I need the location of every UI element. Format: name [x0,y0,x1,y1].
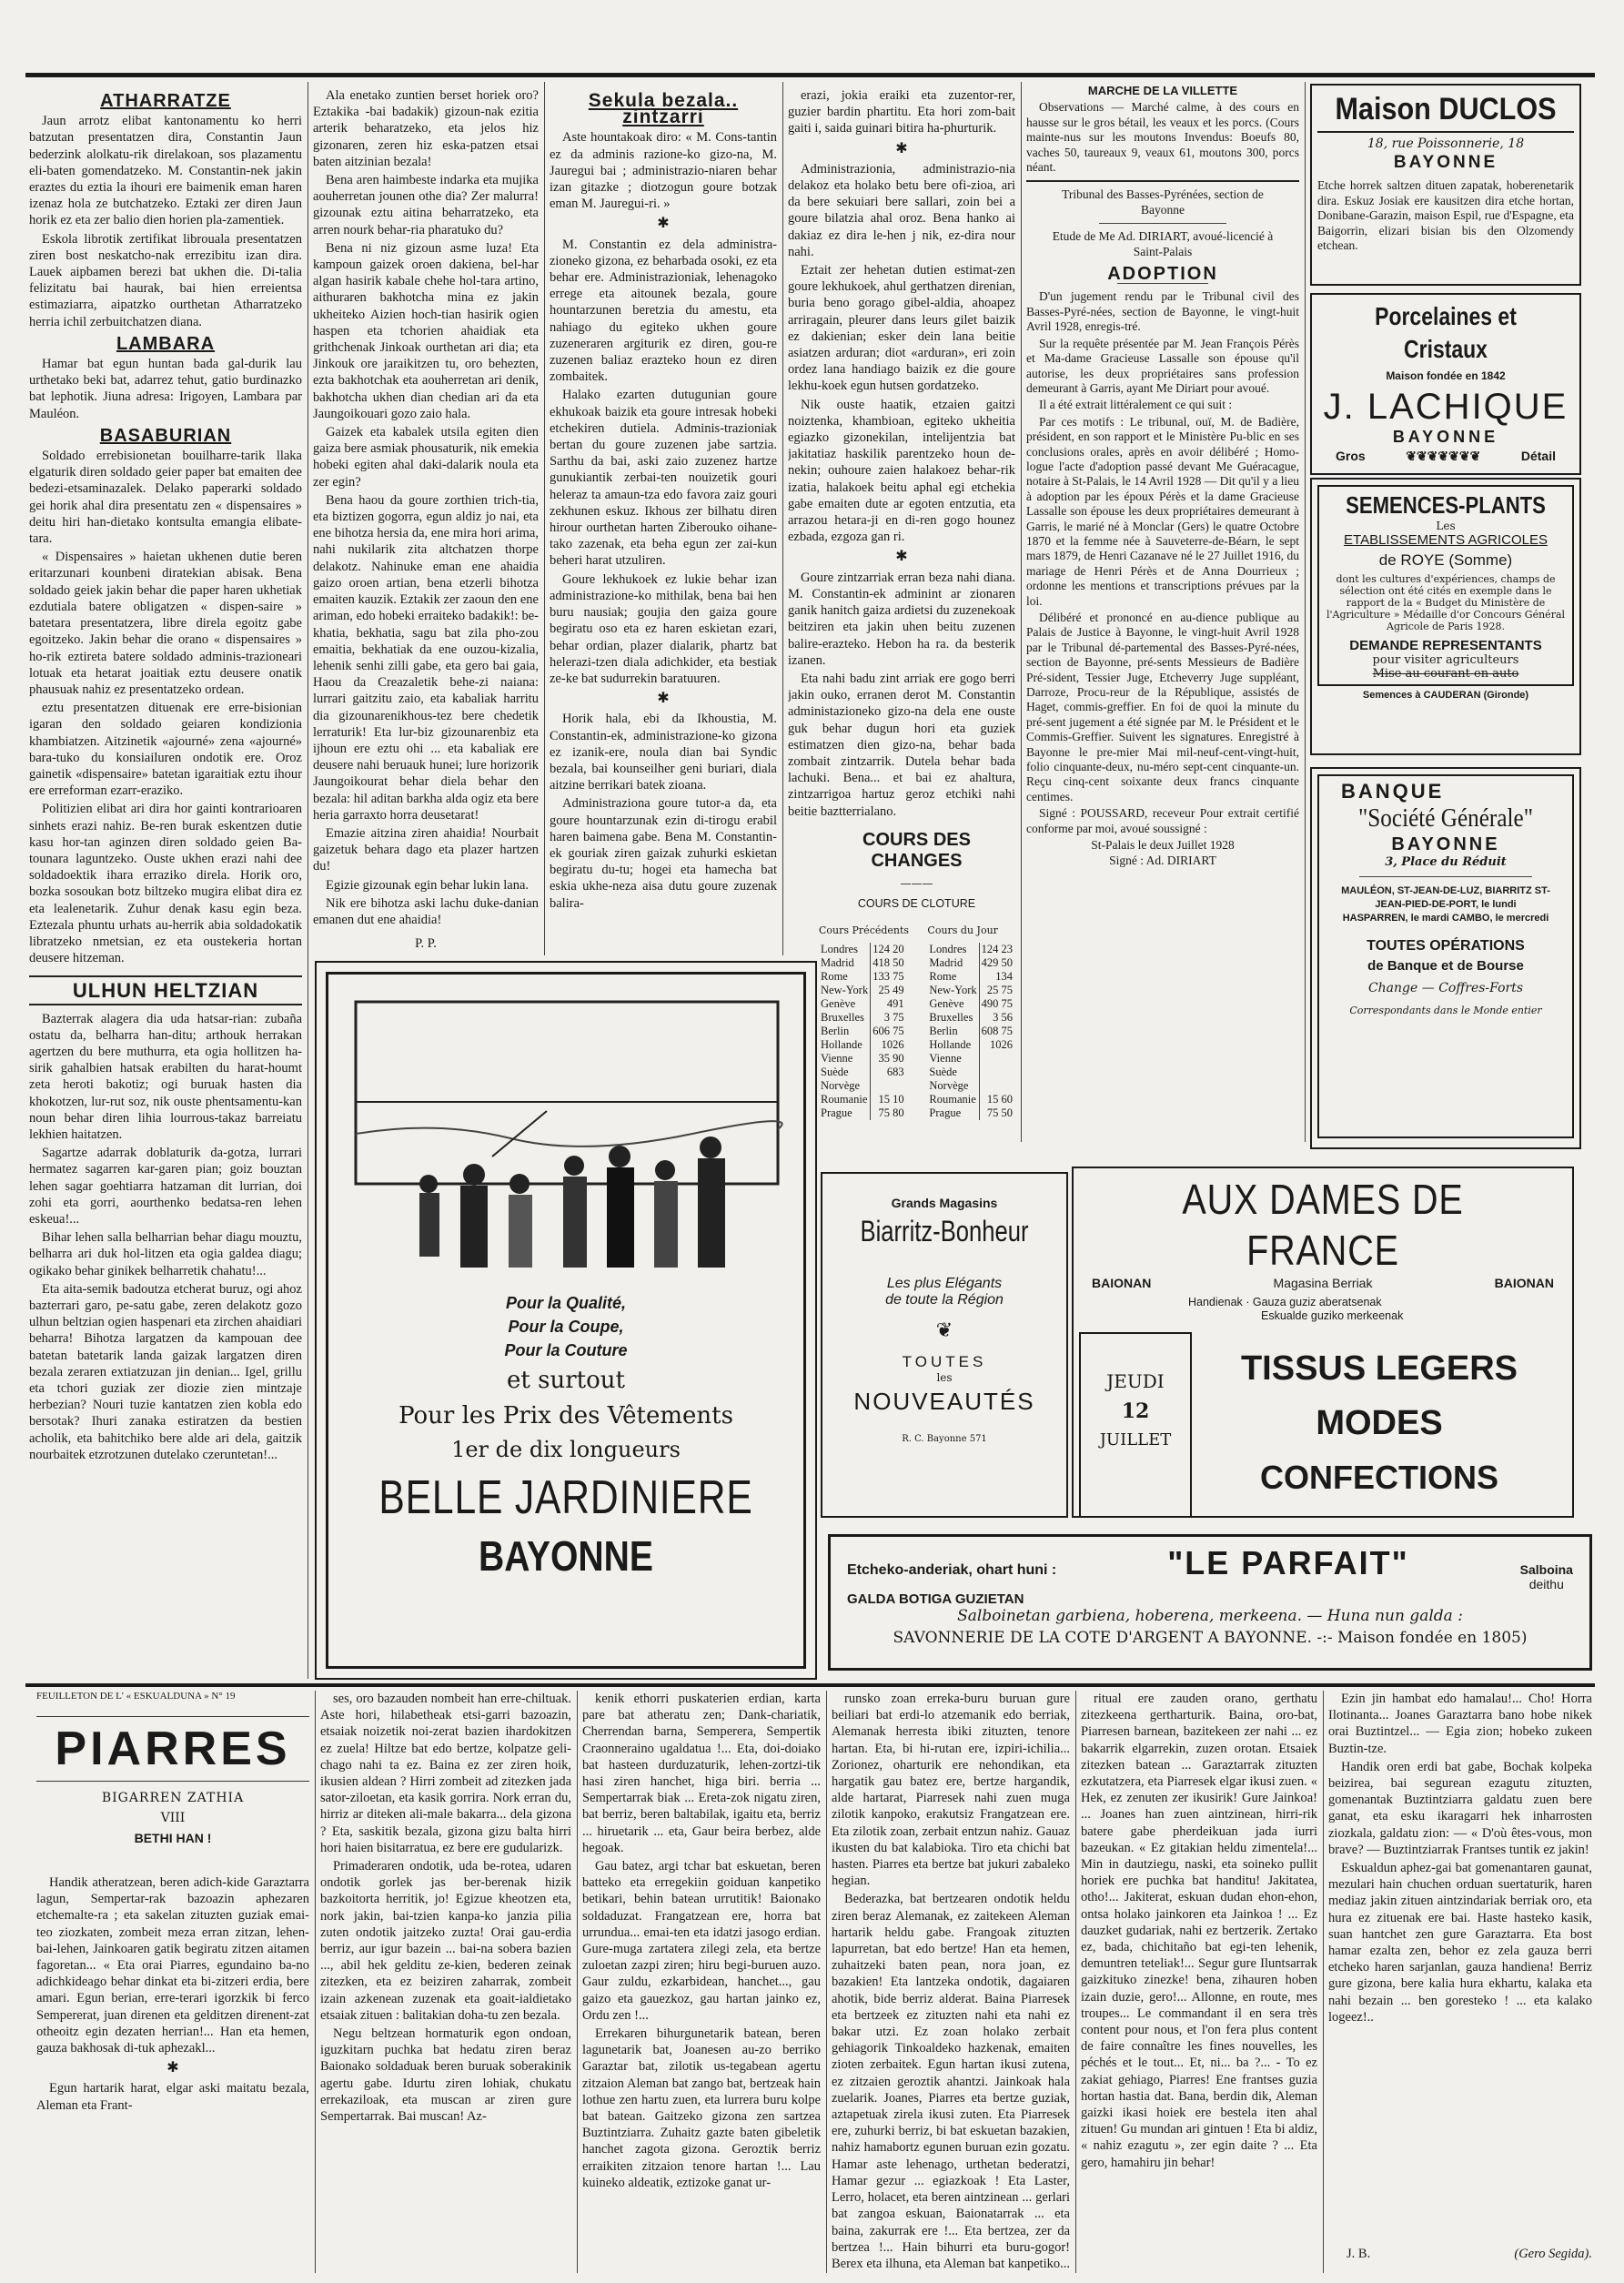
juillet: JUILLET [1099,1430,1172,1450]
currency-name: Londres [821,943,858,955]
currency-rate [979,1066,1014,1079]
paragraph: Bena ni niz gizoun asme luza! Eta kampoun gaizek oroen dakiena, bel-har algan hasirik kabale chehe hol-tara artino, aithuraren bakhotcha mina ez jakin ukheiteko Aizien hoch-tian hasirik ogien haspen eta tchorien ahaidiak eta grithchenak Jinkoak ourthetan ari dia; eta Jinkouk ore jaraikitzen tu, oro behezten, ezta bakhotchak eta aouherretan ari denik, bakhotcha ukhen dian chedian ari da eta Jaungoikouari gozo zaio hala. [313,240,539,421]
column-divider [1323,1691,1324,2273]
feuilleton-col-6 [1328,1691,1592,2237]
semences-ad [1310,478,1581,755]
paragraph: Bena aren haimbeste indarka eta mujika aouherretan jounen othe dia? Zer malurra! gizounak eztu aitina beharratzeko, eta arren nourk behar-ria pharatuko du? [313,173,539,237]
duclos-ad [1310,84,1581,286]
date-12: 12 [1121,1399,1150,1423]
biarritz-line-6: les [936,1371,953,1384]
paragraph: ritual ere zauden orano, gerthatu zitezkeena gertharturik. Baina, oro-bat, Piarresen barnean, bazitekeen zer nahi ... ez bakarrik elgarrekin, zuzen orotan. Etsaiek zitezken batean ... Garaztarrak zituzten ezkutatzera, eta Piarresek elgar ikusi zuen. « Hek, ez zenuten zer ikusirik! Gure Jainkoa! ... Joanes han zuen aintzinean, hirri-rik batere gabe pherdeikuan jada iurri bazeukan. « Ez gitakian heldu zimentela!... Min in dautziegu, naski, eta soineko pullit horiek ere puchka bat handitu! Jakitatea, otho!... Jakiterat, eskuan dudan ehon-ehon, ontsa holako jainkoren eta Jainkoa ! ... Ez dauzket gudariak, nahi ez bertzerik. Zertako ez, bada, chichitaño bat egi-ten lehenik, demuntren teteliak!... Segur gure Iluntsarrak gaizkituko zinezke! bena, zihauren hoben izain duzie, gero!... Allonne, en route, mes troupes... Le commandant il en sera très content pour nous, et l'on fera plus content de faire connaître les fines nouvelles, les péchés et le tout... Et, ni... ba ?... - To ez zakiat gehiago, Piarres! Ene frantses guzia hortan hastia dat. Bana, berdin dik, Aleman gaizki ikasi hoiek ere bestela iten ahal zituen! Gu mundan ari gintuen ! Eta bi aldiz, « nahiz ezagutu », zer egin daite ? ... Eta gero, hamahiru jin behar! [1081,1692,1317,2170]
currency-name: Vienne [929,1052,962,1065]
currency-rate: 134 [979,970,1014,984]
rate-row [927,1106,1014,1120]
banque-name: "Société Générale" [1358,804,1533,833]
duclos-address: 18, rue Poissonnerie, 18 [1367,136,1525,151]
signature-pp: P. P. [415,936,437,951]
duclos-title: Maison DUCLOS [1335,92,1557,126]
aberatsenak: Gauza guziz aberatsenak [1252,1296,1382,1308]
feuilleton-col-5 [1081,1691,1317,2275]
paragraph: erazi, jokia eraiki eta zuzentor-rer, guzier bardin phartitu. Eta hori zom-bait gaiti i, saida guinari bitira ha-phurturik. [788,88,1015,136]
rate-row [927,997,1014,1011]
belle-line-7: BELLE JARDINIERE [378,1471,753,1524]
rate-row [819,1079,906,1093]
rate-row [819,956,906,970]
changes-subtitle: COURS DE CLOTURE [857,897,976,910]
paragraph: Par ces motifs : Le tribunal, ouï, M. de Badière, président, en son rapport et le Ministère Pu-blic en ses conclusions orales, après en avoir délibéré ; Homo-logue l'acte d'adoption passé devant Me Guéracague, notaire à St-Palais, le 14 Avril 1928 — Dit qu'il y a lieu à adoption par les époux Pérès et la dame Gracieuse Lassalle son épouse les deux propriétaires demeurant à Garris, le marié né à Monclar (Gers) le quatre Octobre 1870 et la femme née à Sauveterre-de-Béarn, le sept mars 1879, de Henri Cazanave né le 27 Juillet 1916, du mariage de Henri Pérès et de Anna Dourrieux ; ordonne les mentions et transcriptions prévues par la loi. [1026,414,1299,608]
column-3 [550,87,777,952]
column-divider [544,82,545,955]
parfait-line-3: Salboinetan garbiena, hoberena, merkeena. — Huna nun galda : [957,1607,1463,1625]
ornament: ❦❦❦❦❦❦❦ [1406,449,1481,463]
currency-name: Suède [929,1066,957,1078]
parfait-right-1: Salboina [1519,1562,1573,1577]
currency-rate: 124 23 [979,943,1014,956]
paragraph: Jaun arrotz elibat kantonamentu ko herri batzutan presentatzen dira, Constantin Jaun bederzink alolkatu-rik direlakoan, sos plazamentu eli-baten gomendatzeko. M. Constantin-nek jakin eraztes du eztia la ihouri ere baimenik eman haren izenaz hola ze butchatzeko. Eztaki zer diren Jaun horik ez eta zer balio dien horien pla-zamentiek. [29,114,302,228]
paragraph: Bederazka, bat bertzearen ondotik heldu ziren beraz Alemanak, ez zaitekeen Aleman hartarik heldu gabe. Frangoak zituzten lapurretan, bat edo bertze! Han eta hemen, zuhaitzeki baten pean, nora joan, ez bazakien! Eta lantzeka ondotik, dagaiaren ahotik, bide berriz alderat. Baina Piarresek eta bertzeek ez zituzten nahi eta nahi ez bakar utzi. Ez zoan holako zerbait gehiagorik Tinkoaldeko hazkenak, emaiten zioten zerbaitek. Egun hartan ikusi zutena, ez zitzaien geroztik ahantzi. Jainkoak hala zuelarik. Joanes, Piarres eta bertze guziak, aztapetuak zirela ikusi zuten. Eta Piarresek ere, zuhurki berriz, bi bat eskuetan bazakien, nahiz hamabortz egunen buruan ezin gozatu. Hamar aste lehenago, urthetan bederatzi, Hamar gezur ... egiazkoak ! Eta Laster, Lerro, holacet, eta beren aintzinean ... gerlari bat zangoa eskuan, Baionatarrak ... eta baina, zakurrak ere !... Eta bertzea, zer da bertzea !... Hain bihurri eta buru-gogor! Berex eta ilhuna, eta Aleman bat kanpetiko... [832,1892,1070,2271]
feuilleton-chapter: VIII [160,1811,186,1825]
feuilleton-title: PIARRES [36,1716,309,1782]
rate-row [819,1093,906,1106]
dames-de-france-ad: AUX DAMES DE FRANCE BAIONAN Magasina Berriak BAIONAN Handienak · Gauza guziz aberatsenak Eskualde guziko merkeenak JEUDI 12 JUILLET TISSUS LEGERS MODES CONFECTIONS [1072,1167,1574,1518]
currency-rate [979,1079,1014,1093]
banque-change: Change — Coffres-Forts [1367,981,1524,995]
paragraph: Handik atheratzean, beren adich-kide Garaztarra lagun, Sempertar-rak bazoazin aphezaren etchemalte-ra ; eta sakelan zituzten guziak emai-teo ziozkaten, zombeit meza erran zitzan, lehen-bai-lehen, Jainkoaren gatik begiratu zitzen aitamen fagoretan... « Eta orai Piarres, egundaino ba-no adichkideago behar dinkat eta bi-zitzeri erdia, bere amari. Egun berian, erre-terari igorzkik bi ferco Sempererat, juan direnen eta gelditzen direnent-zat otheoitz egin dezaten herrian!... Han eta hemen, gauza bakhosak di-tuk aphezakl... [36,1875,309,2056]
feuilleton-header: FEUILLETON DE L' « ESKUALDUNA » N° 19 [36,1691,236,1702]
currency-rate: 3 75 [871,1011,906,1025]
feuilleton-col-2 [320,1691,571,2275]
banque-rule [1359,876,1532,877]
column-1 [29,87,302,1675]
banque-corr: Correspondants dans le Monde entier [1349,1005,1542,1016]
column-divider [782,82,783,955]
currency-name: Norvège [821,1079,861,1092]
paragraph: Ezin jin hambat edo hamalau!... Cho! Horra Ilotinanta... Joanes Garaztarra bano hobe nikek orai Buztintzel... — Egia zion; hobeko zukeen Buztin-tze. [1328,1692,1592,1756]
paragraph: Bena haou da goure zorthien trich-tia, eta biztizen gogorra, egun aldiz jo nai, eta ene bihotza hersia da, ene mira hori arima, nahi nukilarik zita altchatzen thorpe delakotz. Nahinuke eman ene ahaidia gaizo oroen artian, bena etzerli bihotza emaiten kauzik. Eztakik zer zaoun den ene ariman, edo hobeki erraiteko badakik!: be-khatia, bekhatia, sagu bat zila pho-zou emaitia, bekhatiak da ene ouzou-kizalia, lehenik senhi zilli gabe, eta gero bai gaia, Haou da Creazaletik behe-zi naiana: lurrari gaitzitu zaio, eta kabaliak harritu dia gizounarenikhous-tez bere chedetik lerraturik! Eta lur-biz gizounarenbiz eta ijhoun ere eztu ohi ... eta kabaliak ere deusere nahi beruauk hunei; lure horizorik Jaungoikourat behar diela behar den bezala: hil aditan barkha alda ogiz eta bere heria garraxto horra deusetarat! [313,492,539,823]
semences-les: Les [1436,520,1456,532]
semences-etab: ETABLISSEMENTS AGRICOLES [1344,532,1548,548]
paragraph: Eta nahi badu zint arriak ere gogo berri jakin ouko, erranen derot M. Constantin administazioneko gizo-na dela ene ouste guk behar dugun hori eta guziek estimatzen dien gizo-na, behar bada zombait zintzarrik. Dutela behar bada lachuki. Bena... et bai ez ahaltura, zintzarrigoa hartuz geroz etchiki nahi beitie baztterrialano. [788,671,1015,819]
column-4 [788,87,1015,843]
currency-name: Londres [929,943,967,955]
semences-mise: Mise au courant en auto [1372,667,1519,681]
detail-label: Détail [1520,449,1556,463]
currency-name: Berlin [929,1025,958,1037]
banque-title: BANQUE [1341,780,1445,803]
paragraph: Goure lekhukoek ez lukie behar izan administrazione-ko mithilak, bena bai hen buru nausiak; goujia den gaiza goure begiratu oso eta ez haren eskietan ezari, behar ordian, plazer dialarik, phartz bat helerazi-tzen diala adichkider, eta bestiak ze-ke bat sudurrekin baratuuren. [550,571,777,686]
currency-rate: 124 20 [871,943,906,956]
today-header: Cours du Jour [927,924,998,936]
paragraph: Administraziona goure tutor-a da, eta goure hountarzunak ezin di-tirogu erabil haren baimena gabe. Bena M. Constantin-ek gouriak ziren gaizak zuhurki eskietan begiratu du-tu; hogei eta hamecha bat eskia ukhe-neza aisa dutu goure zuzenak balira- [550,796,777,911]
currency-rate [871,1079,906,1093]
paragraph: Politizien elibat ari dira hor gainti kontrarioaren sinhets erazi nahiz. Be-ren burak eskentzen dutie kasu hor-tan aginzen diren soldado geien Ba-tounara laguntzeko. Ouste ukhen erazi nahi dee soldadoektik ihara erraziko direla. Horik oro, bozka sosoukan botz biltzeko mugira elibat dira ez eta lealenetarik. Zuhur denak kasu egin beza. Eztezala phuntu urhats au-herrik abia soldadokatik libratzeko nmetsian, ez eta oustekeria hortan deusere hitzeman. [29,802,302,966]
rate-row [819,1052,906,1066]
banque-ops2: de Banque et de Bourse [1367,958,1524,974]
currency-rate: 418 50 [871,956,906,970]
handienak: Handienak [1188,1296,1243,1308]
currency-name: Suède [821,1066,849,1078]
semences-rep: DEMANDE REPRESENTANTS [1349,638,1542,653]
rate-row [819,970,906,984]
zintzarri-title: Sekula bezala.. zintzarri [588,90,739,128]
currency-name: New-York [929,984,977,996]
biarritz-line-7: NOUVEAUTÉS [853,1388,1035,1415]
lambara-title: LAMBARA [116,333,216,354]
biarritz-line-3: Les plus Elégants [886,1276,1003,1291]
separator-star: ✱ [895,140,908,157]
rate-row [927,984,1014,997]
ulhun-title: ULHUN HELTZIAN [72,979,259,1003]
currency-name: Hollande [929,1038,972,1051]
paragraph: Bazterrak alagera dia uda hatsar-rian: zubaña ostatu da, belharra han-ditu; arthouk herrakan agertzen du bere muthurra, eta ogia hollitzen ha-sirik gahalbien hatsak erabilten du harat-houmt zeta heroti bakotiz; ogi buruak hasten dia khokotzen, lur-rut soz, nik ouste phentsamentu-kan noun behar diren lihia lourrous-takaz barreiatu lekhien haitatzen. [29,1011,302,1142]
paragraph: Negu beltzean hormaturik egon ondoan, iguzkitarn puchka bat hedatu ziren beraz Baionako soldaduak beren buruak soberakinik agertu gabe. Idurtu ziren lohiak, chukatu errekaziloak, eta muscan ar ziren gure Sempertarrak. Bai muscan! Az- [320,2026,571,2125]
confections: CONFECTIONS [1259,1459,1498,1496]
rate-row [927,943,1014,956]
belle-line-4: et surtout [507,1367,625,1394]
currency-name: Bruxelles [821,1011,864,1024]
separator-star: ✱ [166,2060,179,2076]
currency-rate: 606 75 [871,1025,906,1038]
column-divider [315,1691,316,2273]
currency-name: Prague [929,1106,962,1119]
currency-name: Rome [821,970,848,983]
basaburian-title: BASABURIAN [99,425,232,446]
paragraph: eztu presentatzen dituenak ere erre-bisionian igaran den soldado geiaren kondizionia khambiatzen. Aitzinetik «ajourné» zena «ajourné» bara-tuko du konsiailuren ondotik ere. Oroz gainetik «dispensaire» batetan igaraitiak eztu ihour ere erreforman ezarr-eraziko. [29,701,302,799]
paragraph: « Dispensaires » haietan ukhenen dutie beren eritarzunari kounbeni diratekian abisak. Bena soldado geiek jakin behar die paper haren ukhetiak ezdutiala batere obligatzen « dispen-saire » batetara presentatzera, libre direla egoitz gabe egoitzeko. Jakin behar die orano « dispensaires » ho-rik eztireta batere soldado adminis-trazioneari lotuak eta hetarat joaitiak eztu deusere onatik phausuak nahiz ez presentatzeko ordean. [29,550,302,697]
changes-title: COURS DES CHANGES [862,830,971,871]
paragraph: Hamar bat egun huntan bada gal-durik lau urthetako beki bat, adarrez tehut, gatio burdinazko bat lephotik. Jiuna adresa: Irigoyen, Lambara par Mauléon. [29,357,302,421]
prev-header: Cours Précédents [819,924,910,936]
legal-column [1026,82,1299,1147]
currency-name: Roumanie [821,1093,868,1106]
currency-rate: 3 56 [979,1011,1014,1025]
parfait-brand: "LE PARFAIT" [1167,1544,1409,1581]
paragraph: M. Constantin ez dela administra-zioneko gizona, ez beharbada osoki, ez eta behar ere. Administrazioniak, lehenagoko errege eta aitounek bezala, goure hountarzunen beretzia du amestu, eta nahiago du egiteko ukhen goure zuzeneraren argiturik ez diren, gou-re zuzenen baliaz erazteko houn ez diren zombaitek. [550,237,777,385]
currency-name: Roumanie [929,1093,976,1106]
column-divider [1075,1691,1076,2273]
sig-right: (Gero Segida). [1514,2247,1592,2261]
currency-name: Bruxelles [929,1011,973,1024]
court-name: Tribunal des Basses-Pyrénées, section de Bayonne [1062,187,1264,217]
paragraph: ses, oro bazauden nombeit han erre-chiltuak. Aste hori, hilabetheak etsi-garri bazoazin, etsaiak noizetik noi-zerat bazien ihardokitzen ez zuela! Hiltze bat edo bertze, kolpatze geli-chago nahi ta ez. Baina ez zer ziren hoik, ikusien aldean ? Hirri zombeit ad zitezken jada sator-ziloetan, eta kasik gorrira. Nork erran du, hirriz ar diteken ali-male bakarra... dela gizona ? Eta, saskitik bezala, gizona gizu balta hirri hori haien bisitarratua, ez bere ere gudularizk. [320,1692,571,1855]
feuilleton-col-1 [36,1874,309,2275]
paragraph: Eskola librotik zertifikat librouala presentatzen ziren bost neskatcho-nak errezibitu izan dira. Lauek aipbamen berezi bat ukhen die. Di-talia felizitatu bai haurak, bai hien erreientsa estimaziarra, aipatzko ourthetan Atharratzeko herria ichil zerbuitchatzen diana. [29,231,302,329]
adoption-title: ADOPTION [1107,264,1218,285]
modes: MODES [1316,1404,1443,1442]
rate-row [927,1052,1014,1066]
semences-foot: Semences à CAUDERAN (Gironde) [1362,690,1529,701]
rate-row [819,1038,906,1052]
rate-row [819,1011,906,1025]
currency-rate: 490 75 [979,997,1014,1011]
adoption-date: St-Palais le deux Juillet 1928 [1091,838,1235,853]
banque-ad [1310,767,1581,1149]
rate-row [819,997,906,1011]
belle-line-1: Pour la Qualité, [505,1294,627,1312]
currency-rate: 1026 [871,1038,906,1052]
banque-ops: TOUTES OPÉRATIONS [1367,938,1525,954]
parfait-line-4: SAVONNERIE DE LA COTE D'ARGENT A BAYONNE. -:- Maison fondée en 1805) [893,1629,1528,1647]
separator-star: ✱ [895,549,908,565]
cours-des-changes [819,801,1014,1147]
parfait-line-2: GALDA BOTIGA GUZIETAN [847,1591,1024,1607]
biarritz-line-2: Biarritz-Bonheur [860,1215,1029,1248]
banque-address: 3, Place du Réduit [1385,855,1507,869]
parfait-right-2: deithu [1528,1577,1564,1591]
currency-name: Hollande [821,1038,862,1051]
belle-line-8: BAYONNE [479,1532,653,1580]
lachique-city: BAYONNE [1392,428,1499,446]
currency-rate: 35 90 [871,1052,906,1066]
paragraph: runsko zoan erreka-buru buruan gure beiliari bat erdi-lo atzemanik edo berriak, Alemanak herresta ibiki zituzten, tenore hartan. Eta, bi hi-rutan ere, izpiri-ichilia... Zorionez, oharturik ere nehondikan, eta hargatik gau batez ere, bertze hargandik, alde hartarat, Piarresek nahi zuen muga zilotik kanpoko, erakutsiz Frangatzean ere. Eta zilotik zoan, zerbait entzun nahiz. Gauaz ikusten du bat kalabioka. Tiro eta chichi bat hasten. Piarres eta bertze bat jukuri zabaleko hegian. [832,1692,1070,1889]
biarritz-line-5: TOUTES [902,1353,987,1370]
paragraph: Gaizek eta kabalek utsila egiten dien gaiza bere asmiak phousaturik, nik emekia hobeki egiten ahal daki-dalarik noula eta zer egin? [313,425,539,490]
rate-row [819,1025,906,1038]
belle-jardiniere-ad [315,961,817,1680]
feuilleton-signatures [1328,2246,1592,2268]
paragraph: Il a été extrait littéralement ce qui suit : [1039,398,1233,412]
leaf-icon: ❦ [935,1319,953,1342]
biarritz-line-4: de toute la Région [885,1292,1004,1308]
duclos-text: Etche horrek saltzen dituen zapatak, hoberenetarik dira. Eskuz Josiak ere kausitzen dira etche hortan, Donibane-Garazin, maison Espil, rue d'Espagne, eta Baigorrin, elizari bisian bis den Olzomendy etchean. [1317,178,1574,252]
belle-line-5: Pour les Prix des Vêtements [398,1402,733,1429]
top-rule [25,73,1595,77]
paragraph: Handik oren erdi bat gabe, Bochak kolpeka beizirea, bai segurean ezagutu zituzten, gomenantak Buztintziarra galdatu zuen bere ganat, eta esku ikaragarri hek inharrosten ziozkala, galdatu zion: — « D'où êtes-vous, mon brave? — Buztintziarrak Frantses tuntik ez jakin! [1328,1759,1592,1857]
rate-row [819,1066,906,1079]
le-parfait-ad [828,1534,1592,1671]
feuilleton-col-3 [582,1691,821,2275]
paragraph: Soldado errebisionetan bouilharre-tarik llaka elgaturik diren soldado geier paper bat emaiten dee bedezi-etsaminazalek. Delako paperarki soldado gei horik ahal dira presentatu zen « dispensaires » deitu hiri han-dietako kontsulta emangia elibate-tara. [29,449,302,547]
paragraph: kenik ethorri puskaterien erdian, karta pare bat atheratu zen; Dank-chariatik, Cherrendan barna, Semperera, Sempertik Craonneraino ugaldatua !... Eta, doi-doiako bat hasteen durduzaturik, lehen-zortzi-tik hasi ziren hanchet, higa biri. berria ... Sempertarrak biak ... Ereta-zok nigatu ziren, bat berriz, beren baltabilak, igaitu eta, berriz ... hiruetarik ... eta, Gaur beira berbez, alde hegoak. [582,1692,821,1855]
rate-row [927,956,1014,970]
semences-pour: pour visiter agriculteurs [1372,653,1519,667]
paragraph: Eskualdun aphez-gai bat gomenantaren gaunat, mezulari hain chuchen orduan suertaturik, haren mediaz jakin zituen aintzindariak berriak oro, eta hura ez zituenak ere bai. Haste hasteko kasik, suan hantchet zen gure Garaztarra. Eta bost hamar ezalta zen, behor ez zela gauza berri etcheko haren sarjanlan, gauza handiena! Berriz gure gizona, bere kalia hura ekhartu, kalaka eta nahi bezain ... ben goresteko ! ... eta kalako logeez!.. [1328,1861,1592,2025]
rate-row [927,1038,1014,1052]
currency-rate: 75 80 [871,1106,906,1120]
rate-row [927,1011,1014,1025]
currency-rate: 491 [871,997,906,1011]
rate-row [927,1093,1014,1106]
belle-line-6: 1er de dix longueurs [451,1437,681,1462]
semences-de: de ROYE (Somme) [1378,551,1513,569]
banque-city: BAYONNE [1391,834,1500,854]
paragraph: Egizie gizounak egin behar lukin lana. [326,877,530,893]
paragraph: Aste hountakoak diro: « M. Cons-tantin ez da adminis razione-ko gizo-na, M. Jauregui bai ; administrazio-niaren behar izan gitazke ; diotzogun goure botzak eman M. Jauregui-ri. » [550,130,777,212]
rates-today-table [927,943,1014,1120]
currency-rate: 15 60 [979,1093,1014,1106]
currency-name: Berlin [821,1025,850,1037]
currency-name: New-York [821,984,869,996]
biarritz-bonheur-ad [821,1172,1068,1518]
feuilleton-chapter-title: BETHI HAN ! [134,1831,212,1845]
biarritz-line-1: Grands Magasins [891,1196,998,1210]
paragraph: Nik ere bihotza aski lachu duke-danian emanen dut ene ahaidia! [313,895,539,927]
feuilleton-part: BIGARREN ZATHIA [101,1791,245,1805]
currency-name: Madrid [821,956,854,969]
porcelaines-founded: Maison fondée en 1842 [1386,369,1506,382]
separator-star: ✱ [657,216,670,232]
porcelaines-title: Porcelaines et Cristaux [1375,302,1517,363]
paragraph: Eztait zer hehetan dutien estimat-zen goure lekhukoek, ahul gerthatzen direnian, buria beno gorago gibel-aldia, ahoapez arriragain, pleurer dans leurs gilet baizik ez dakienian; esker dein lana beitie asiatzen arduran; diot «arduran», eri zoin ordez lana handiago baizik ez die goure lekhu-koek egun hutsen gordatzeko. [788,263,1015,394]
paragraph: Goure zintzarriak erran beza nahi diana. M. Constantin-ek adminint ar zionaren ganik hanitch gaiza ardietsi du zuzenekoak beitziren eta jakin uhen beitu zuzenen balire-erazteko. Hebon ha ra. da besterik izanen. [788,570,1015,668]
currency-name: Madrid [929,956,963,969]
baionan-right: BAIONAN [1494,1276,1554,1290]
currency-rate [979,1052,1014,1066]
lachique-ad [1310,293,1581,475]
currency-rate: 1026 [979,1038,1014,1052]
villette-body: Observations — Marché calme, à des cours en hausse sur le gros bétail, les veaux et les porcs. (Cours mainte-nus sur les moutons Invendus: Boeufs 80, vaches 50, taureaux 9, veaux 61, moutons 300, porcs néant. [1026,100,1299,175]
currency-rate: 608 75 [979,1025,1014,1038]
changes-rule: ——— [900,877,933,890]
biarritz-rc: R. C. Bayonne 571 [902,1434,987,1444]
column-2 [313,87,539,934]
column-divider [577,1691,578,2273]
paragraph: Nik ouste haatik, etzaien gaitzi noiztenka, khambioan, egiteko ukheitia egiazko gizonekilan, intelijentzia bat jakitatiaz haskilik parentzeko houn de-nekin; ouhoure zaien halakoez behar-rik izatia, halakoek beitu aphal egi etchekia gabe emaiten dute ar egoten entzutia, eta arrazou hetara-ji en di-ren gogo hounez ezbada, ezgoza gan ri. [788,397,1015,545]
jeudi: JEUDI [1106,1370,1165,1392]
feuilleton-rule [25,1683,1595,1687]
paragraph: Errekaren bihurgunetarik batean, beren lagunetarik bat, Joanesen au-zo berriko Garaztar bat, zilotik us-tegabean agertu zitzaion Aleman bat zango bat, bertzeak hain lothue zen hartu zuen, eta lurrera buru kolpe bat batean. Gaitzeko gizona zen sartzea Buztintziarra. Zuhaitz gazte baten gibeletik hanchet zagota gizona. Geroztik berriz erraikiten zitzaion tenore hartan !... Lau kuineko aldeatik, eztizoke ganat ur- [582,2026,821,2190]
tissus: TISSUS LEGERS [1240,1349,1518,1388]
semences-title: SEMENCES-PLANTS [1346,491,1546,519]
currency-name: Vienne [821,1052,853,1065]
rate-row [927,970,1014,984]
currency-rate: 683 [871,1066,906,1079]
villette-title: MARCHE DE LA VILLETTE [1087,84,1238,97]
paragraph: Egun hartarik harat, elgar aski maitatu bezala, Aleman eta Frant- [36,2081,309,2113]
currency-rate: 429 50 [979,956,1014,970]
rate-row [927,1066,1014,1079]
paragraph: Signé : POUSSARD, receveur Pour extrait certifié conforme par moi, avoué soussigné : [1026,806,1299,835]
column-divider [1021,82,1022,1142]
rate-row [819,1106,906,1120]
rate-row [927,1079,1014,1093]
currency-name: Genève [821,997,856,1010]
paragraph: Eta aita-semik badoutza etcherat buruz, ogi ahoz bazterrari garo, pe-satu gabe, zeren delakotz gozo ulhun beltzian ogien haspenari eta zirchen ahaidiari beharra! Bihotza largatzen da kampouan dee batetan batetarik landa gaizak largatzen diren bezala zeraren extiatzuzan jin denian... Igel, grillu eta tchori guziak zer diozie zien mintzaje herbezian? Nouri tuzie kantatzen zien kobla edo bersotak? Ihuri zanaka estiratzen da bestien acholik, eta bahitchiko bere alde ari dela, gaitzik nourbaitek etzrotzunen dutelako czeruntetan!... [29,1281,302,1462]
etude: Etude de Me Ad. DIRIART, avoué-licencié à Saint-Palais [1052,229,1274,258]
currency-name: Rome [929,970,957,983]
feuilleton-col-4 [832,1691,1070,2275]
semences-text: dont les cultures d'expériences, champs de sélection ont été cités en exemple dans le rapport de la « Budget du Ministère de l'Agriculture » Médaille d'or Concours Général Agricole de Paris 1928. [1326,573,1566,632]
paragraph: Administrazionia, administrazio-nia delakoz eta holako betu bere ofi-zioa, ari da bere sekuiari bere sallari, zoin bei a goure bilatzia ahal oroz. Bena hanko ai dakiaz ez dira le-hen j nik, ez-dira nour nahi. [788,161,1015,259]
atharratze-title: ATHARRATZE [100,91,231,111]
lachique-name: J. LACHIQUE [1323,387,1569,427]
separator-star: ✱ [657,691,670,707]
paragraph: Horik hala, ebi da Ikhoustia, M. Constantin-ek, administrazione-ko gizona ez izanik-ere, noula dian bai Syndic bezala, bai kounseilher geni buriari, diala aitzine berrikari batek zioana. [550,712,777,793]
paragraph: Gau batez, argi tchar bat eskuetan, beren batteko eta erregekiin goiduan kanpetiko betikari, behin batean urrutitik! Baionako soldaduzat. Frangatzean ere, horra bat urrundua... emai-ten eta idatzi jasogo erdian. Gure-muga zartatera zilegi zela, eta bertze zuloetan zazpi ziren; hiru begi-buruen auzo. Gaur zuldu, ezkarbidean, hanchet..., gau gaizo eta gauezkoz, gau hartan jainko ez, Ordu zen !... [582,1859,821,2023]
currency-name: Norvège [929,1079,969,1092]
column-divider [1305,82,1306,1142]
currency-rate: 133 75 [871,970,906,984]
sig-left: J. B. [1347,2247,1371,2261]
currency-rate: 75 50 [979,1106,1014,1120]
paragraph: Sagartze adarrak doblaturik da-gotza, lurrari hermatez sagarren kar-garen pian; goiz bouztan lehen sagar goehtiarra hatzaman dit lurrian, doi zohi eta gorri, aourthenko bedatsa-ren lehen eskeua!... [29,1146,302,1227]
belle-line-3: Pour la Couture [504,1341,628,1359]
paragraph: Bihar lehen salla belharrian behar diagu mouztu, belharra ari duk hol-litzen eta ogia galdea diagu; ogikako behar ginikek belharretik chahatu!... [29,1230,302,1278]
paragraph: Ala enetako zuntien berset horiek oro? Eztakika -bai badakik) gizoun-nak ezitia arterik beharatzeko, eta jelos hiz gizonaren, zeren hiz eska-patzen etsai baten aitzinian bezala! [313,88,539,169]
rates-previous-table [819,943,906,1120]
paragraph: Délibéré et prononcé en au-dience publique au Palais de Justice à Bayonne, le vingt-huit Avril 1928 par le Tribunal dé-partemental des Basses-Pyré-nées, section de Bayonne, pré-sents Messieurs de Badière Pré-sident, Tessier Juge, Etcheverry Juge suppléant, Darroze, Procu-reur de la République, assistés de Haget, commis-greffier. En foi de quoi la minute du pré-sent jugement a été signée par M. le Président et le Commis-Greffier. Suivent les signatures. Enregistré à Bayonne le pre-mier Mai mil-neuf-cent-vingt-huit, folio cinquante-deux, nu-méro sept-cent cinquante-un. Reçu cinq-cent soixante deux francs cinquante centimes. [1026,611,1299,803]
currency-name: Prague [821,1106,852,1119]
currency-name: Genève [929,997,964,1010]
baionan-left: BAIONAN [1092,1276,1152,1290]
paragraph: Halako ezarten dutugunian goure ekhukoak baizik eta goure intresak hobeki etchekiren dutiela. Adminis-trazioniak bertan du goure zuzenen jabe sartzia. Sarthu da bai, aski zaio zuzenez hartze gunukiantik zerbai-ten nouizetik gouri heleraz ta amaun-tza edo favora zaiz gouri zekhunen eskuz. Ikhous zer bilhatu diren hirour ourthetan harten Ziberouko oihane-tako zazenak, eta beha egun zer zai-kun beheri harat utzuliren. [550,388,777,569]
column-divider [826,1691,827,2273]
paragraph: D'un jugement rendu par le Tribunal civil des Basses-Pyré-nées, section de Bayonne, le vingt-huit Avril 1928, enregis-tré. [1026,289,1299,334]
duclos-city: BAYONNE [1393,153,1498,172]
belle-illustration [328,975,805,1284]
rate-row [927,1025,1014,1038]
feuilleton-title-block [36,1711,309,1865]
banque-branches: MAULÉON, ST-JEAN-DE-LUZ, BIARRITZ ST-JEAN-PIED-DE-PORT, le lundi HASPARREN, le mardi CAMBO, le mercredi [1341,885,1550,924]
belle-line-2: Pour la Coupe, [508,1318,624,1336]
rate-row [819,984,906,997]
merkeenak: Eskualde guziko merkeenak [1261,1309,1404,1322]
paragraph: Primaderaren ondotik, uda be-rotea, udaren ondotik gorlek jas ber-berenak hizik bazkoitorta herritik, jo! Egizue kheotzen eta, nork jakin, bai-tzien kanpa-ko janzia pilia zuten ondotik jaitzeko zuzta! Orai gau-erdia berriz, aur igur bazein ... bai-na sobera bazien ..., abil hek gelditu ze-kien, bederen zeinak zitezken, eta ez beiziren zaharrak, zombeit izain azkenean zuzenak eta goait-ialdietako etsaiak zituen : balitakian doha-tu zen bezala. [320,1859,571,2023]
magasina: Magasina Berriak [1273,1276,1373,1290]
paragraph: Sur la requête présentée par M. Jean François Pérès et Ma-dame Gracieuse Lassalle son épouse qu'il autorise, les deux propriétaires sans profession demeurant à Garris, ayant Me Diriart pour avoué. [1026,336,1299,395]
adoption-signature: Signé : Ad. DIRIART [1109,853,1216,867]
currency-rate: 25 75 [979,984,1014,997]
parfait-left: Etcheko-anderiak, ohart huni : [847,1562,1057,1578]
gros-label: Gros [1336,449,1366,463]
currency-rate: 15 10 [871,1093,906,1106]
currency-rate: 25 49 [871,984,906,997]
dames-title: AUX DAMES DE FRANCE [1182,1176,1464,1274]
paragraph: Emazie aitzina ziren ahaidia! Nourbait gaizetuk behara dago eta plazer hartzen du! [313,825,539,874]
rate-row [819,943,906,956]
